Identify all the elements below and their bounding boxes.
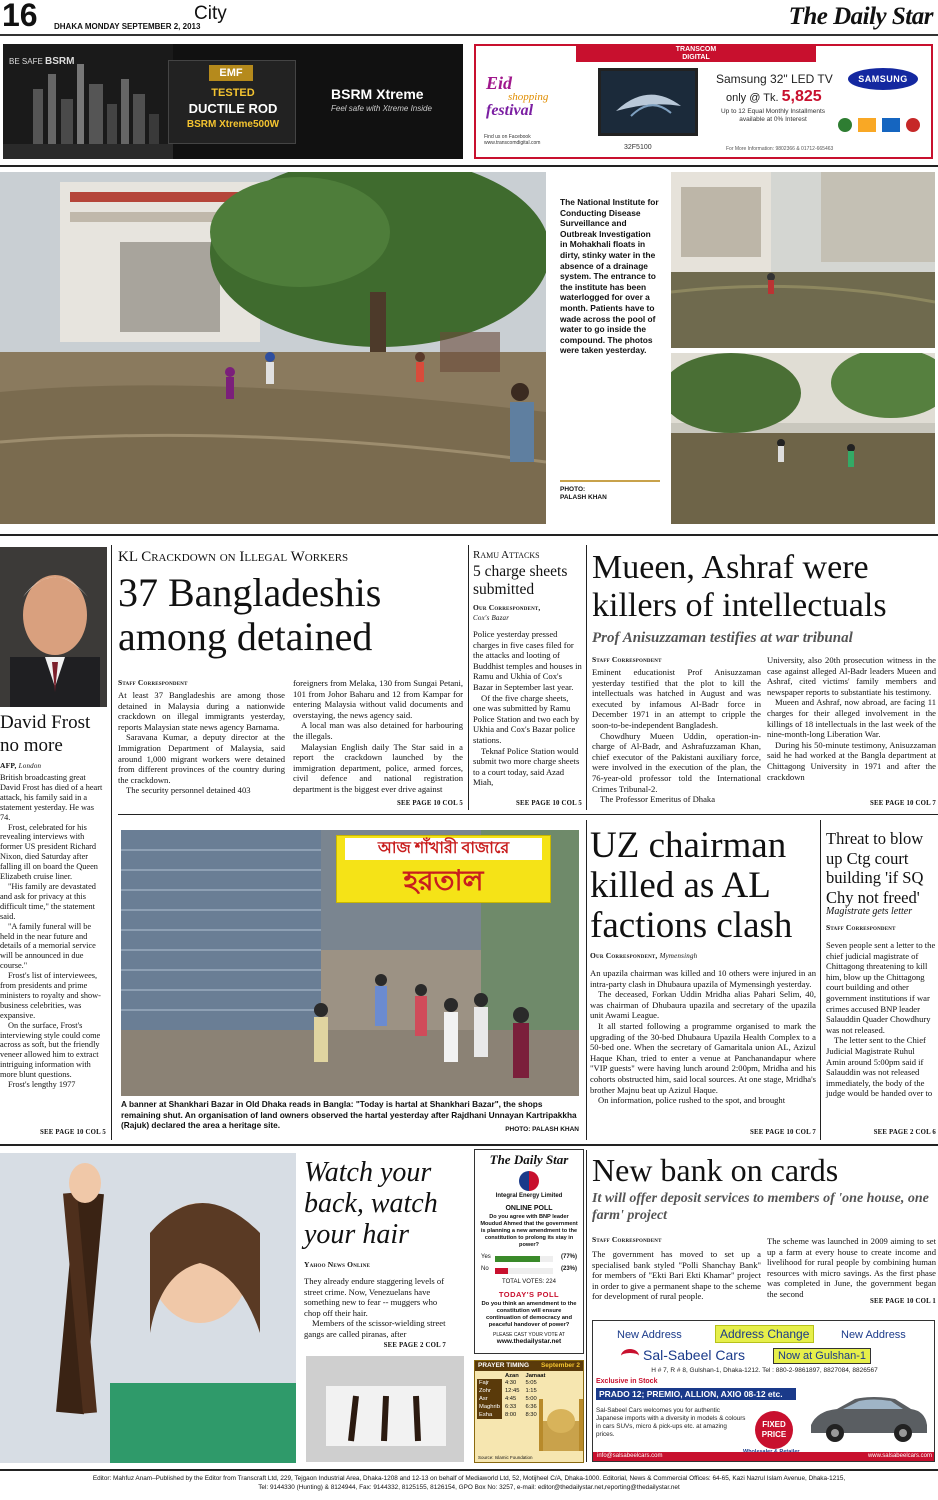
todays-poll-title: TODAY'S POLL	[498, 1290, 560, 1299]
frost-see-page[interactable]: SEE PAGE 10 COL 5	[40, 1129, 106, 1136]
salsabeel-email[interactable]: info@salsabeelcars.com	[597, 1453, 663, 1459]
bank-logo-icon	[906, 118, 920, 132]
bsrm-slogan: Feel safe with Xtreme Inside	[331, 104, 432, 113]
now-at-gulshan: Now at Gulshan-1	[773, 1348, 871, 1364]
bank-col1: The government has moved to set up a specialised bank styled "Polli Shanchay Bank" for members of "Ekti Bari Ekti Khamar" project in order to give a permanent shape to the scheme for development of rural people.	[592, 1249, 761, 1302]
tv-image	[598, 68, 698, 136]
bank-logo-icon	[882, 118, 900, 132]
prayer-row: Maghrib 6:33 6:36	[479, 1404, 537, 1410]
imprint-footer: Editor: Mahfuz Anam–Published by the Editor from Transcraft Ltd, 229, Tejgaon Industrial Area, Dhaka-1208 and 12-13 on behalf of Mediaworld Ltd, 52, Motijheel C/A, Dhaka-1000. Editorial, News & Commercial Offices: 64-65, Kazi Nazrul Islam Avenue, Dhaka-1215, Tel: 9144330 (Hunting) & 8124944, Fax: 9144332, 8125155, 8126154, GPO Box No: 3257, e-mail: editor@thedailystar.net,reporting@thedailystar.net	[92, 1475, 846, 1491]
prayer-row: Zohr 12:45 1:15	[479, 1388, 537, 1394]
hair-body: They already endure staggering levels of street crime. Now, Venezuelans have something new to fear -- muggers who chop off their hair. Members of the scissor-wielding street gangs are called piranas, after	[304, 1276, 446, 1339]
emf-badge: EMF	[209, 65, 253, 81]
frost-body: British broadcasting great David Frost has died of a heart attack, his family said in a statement yesterday. He was 74. Frost, celebrated for his revealing interviews with former US president Richard Nixon, died Saturday after falling ill on board the Queen Elizabeth cruise liner. "His family are devastated and ask for privacy at this difficult time," the statement said. "A family funeral will be held in the near future and details of a memorial service will be announced in due course." Frost's list of interviewees, from presidents and prime ministers to royalty and show-business celebrities, was expansive. On the surface, Frost's interviewing style could come across as soft, but the friendly veneer allowed him to extract intriguing information with more blunt questions. Frost's lengthy 1977	[0, 773, 103, 1090]
page-header	[0, 0, 938, 34]
ramu-headline: 5 charge sheets submitted	[473, 563, 568, 598]
facebook-link[interactable]: Find us on Facebook www.transcomdigital.com	[484, 134, 541, 146]
eid-festival-logo: Eid shopping festival	[486, 73, 549, 119]
bank-logo-icon	[858, 118, 876, 132]
hartal-caption: A banner at Shankhari Bazar in Old Dhaka reads in Bangla: "Today is hartal at Shankhari Bazar", the shops remaining shut. An organisation of land owners observed the hartal yesterday after Rajdhani Unnayan Kartripakkha (Rajuk) declared the area a heritage site.	[121, 1099, 577, 1131]
page-number: 16	[2, 0, 38, 33]
hair-byline: Yahoo News Online	[304, 1260, 371, 1269]
kl-byline: Staff Correspondent	[118, 678, 188, 687]
kl-col1: At least 37 Bangladeshis are among those detained in Malaysia during a nationwide crackdown on illegal immigrants yesterday, reports Malaysian state news agency Barnama. Saravana Kumar, a deputy director at the Immigration Department of Malaysia, said around 1,000 migrant workers were detained from different provinces of the country during the crackdown. The security personnel detained 403	[118, 690, 285, 796]
poll-url[interactable]: www.thedailystar.net	[496, 1338, 562, 1345]
fixed-price-badge: FIXED PRICE	[755, 1411, 793, 1449]
bank-logos	[838, 116, 928, 138]
tested-label: TESTED	[211, 87, 255, 99]
bank-headline: New bank on cards	[592, 1152, 839, 1188]
flood-scene-illustration	[0, 172, 546, 524]
poll-no-bar	[495, 1268, 508, 1274]
salsabeel-contact-bar	[593, 1452, 935, 1461]
hair-inset-illustration	[306, 1356, 464, 1462]
poll-yes-bar-track	[495, 1256, 553, 1262]
ramu-byline: Our Correspondent, Cox's Bazar	[473, 603, 541, 622]
salsabeel-web[interactable]: www.salsabeelcars.com	[867, 1453, 932, 1459]
hair-photo-inset	[306, 1356, 464, 1462]
flood-photo-main	[0, 172, 546, 524]
online-poll	[474, 1149, 584, 1354]
mueen-subhead: Prof Anisuzzaman testifies at war tribunal	[592, 630, 853, 646]
poll-masthead: The Daily Star	[489, 1152, 569, 1167]
ramu-kicker: Ramu Attacks	[473, 549, 540, 561]
threat-body: Seven people sent a letter to the chief judicial magistrate of Chittagong threatening to kill him, blow up the Chittagong court building and other government institutions if war crimes accused BNP leader Salauddin Quader Chowdhury was not released. The letter sent to the Chief Judicial Magistrate Ruhul Amin around 5:00pm said if Salauddin was not released immediately, the body of the judge would be handed over to	[826, 940, 936, 1099]
salsabeel-ad[interactable]	[592, 1320, 935, 1462]
hair-see-page[interactable]: SEE PAGE 2 COL 7	[383, 1342, 446, 1349]
flood-photo-credit: PHOTO: PALASH KHAN	[560, 486, 607, 501]
product-label: BSRM Xtreme500W	[186, 119, 280, 130]
hartal-photo	[121, 830, 579, 1096]
mueen-headline: Mueen, Ashraf were killers of intellectuals	[592, 549, 887, 624]
prayer-row: Asr 4:45 5:00	[479, 1396, 537, 1402]
hartal-credit: PHOTO: PALASH KHAN	[505, 1126, 579, 1133]
bsrm-brand: BSRM Xtreme	[331, 86, 424, 102]
bank-byline: Staff Correspondent	[592, 1235, 662, 1244]
kl-headline: 37 Bangladeshis among detained	[118, 570, 382, 659]
flood-caption: The National Institute for Conducting Disease Surveillance and Outbreak Investigation in Mohakhali floats in dirty, stinky water in the absence of a drainage system. The entrance to the institute has been waterlogged for over a month. Patients have to wade across the pool of water to go inside the compound. The photos were taken yesterday.	[560, 197, 659, 356]
hartal-banner: আজ শাঁখারী বাজারে হরতাল	[336, 835, 551, 903]
frost-headline: David Frost no more	[0, 712, 91, 756]
prayer-table: Azan Jamaat Fajr 4:30 5:05 Zohr 12:45 1:15 Asr 4:45 5:00 Maghrib 6:33 6:36 Esha 8:00 8:30	[477, 1373, 548, 1419]
tv-screen-graphic	[601, 71, 695, 133]
bsrm-tagline: BE SAFE BSRM	[9, 56, 75, 67]
section-name: City	[194, 3, 227, 24]
frost-photo	[0, 547, 107, 707]
uz-see-page[interactable]: SEE PAGE 10 COL 7	[750, 1129, 816, 1136]
exclusive-stock: Exclusive in Stock	[596, 1378, 658, 1385]
address-change: Address Change	[715, 1325, 814, 1343]
prayer-timing	[474, 1360, 584, 1463]
prayer-header: PRAYER TIMING September 2	[475, 1361, 583, 1371]
flood-scene-illustration	[671, 353, 935, 524]
bsrm-ad[interactable]	[3, 44, 463, 159]
kl-see-page[interactable]: SEE PAGE 10 COL 5	[397, 800, 463, 807]
ramu-body: Police yesterday pressed charges in five cases filed for the attacks and looting of Buddhist temples and houses in Ramu and Ukhia of Cox's Bazar in September last year. Of the five charge sheets, one was submitted by Ramu Police Station and two each by Ukhia and Cox's Bazar police stations. Teknaf Police Station would submit two more charge sheets to a court today, said Azad Miah,	[473, 629, 582, 788]
poll-yes-bar	[495, 1256, 540, 1262]
new-address-right: New Address	[841, 1329, 906, 1341]
mueen-byline: Staff Correspondent	[592, 655, 662, 664]
poll-cast: PLEASE CAST YOUR VOTE AT	[493, 1332, 565, 1338]
kl-kicker: KL Crackdown on Illegal Workers	[118, 549, 349, 565]
transcom-bar: TRANSCOM DIGITAL	[576, 46, 816, 62]
poll-title: ONLINE POLL	[505, 1205, 553, 1212]
prayer-source: Source: Islamic Foundation	[478, 1455, 533, 1460]
tv-price: only @ Tk. 5,825	[726, 88, 822, 105]
prayer-row: Fajr 4:30 5:05	[479, 1380, 537, 1386]
threat-headline: Threat to blow up Ctg court building 'if SQ Chy not freed'	[826, 829, 924, 907]
prayer-row: Esha 8:00 8:30	[479, 1412, 537, 1418]
poll-sponsor: Integral Energy Limited	[495, 1193, 563, 1199]
mueen-see-page[interactable]: SEE PAGE 10 COL 7	[870, 800, 936, 807]
kl-col2: foreigners from Melaka, 130 from Sungai Petani, 101 from Johor Baharu and 12 from Kampar for entering Malaysia without valid documents and overstaying, the news agency said. A local man was also detained for harbouring the illegals. Malaysian English daily The Star said in a report the crackdown launched by the immigration department, police, armed forces, civil defence and national registration department is the biggest ever drive against	[293, 678, 463, 794]
hair-photo	[0, 1153, 296, 1463]
poll-total: TOTAL VOTES: 224	[502, 1279, 556, 1285]
hair-illustration	[0, 1153, 296, 1463]
energy-logo-icon	[519, 1171, 539, 1191]
salsabeel-logo-icon	[621, 1349, 639, 1363]
rod-label: DUCTILE ROD	[188, 101, 278, 116]
ramu-see-page[interactable]: SEE PAGE 10 COL 5	[516, 800, 582, 807]
samsung-ad[interactable]	[474, 44, 933, 159]
uz-byline: Our Correspondent, Mymensingh	[590, 951, 698, 960]
tv-installment: Up to 12 Equal Monthly Installments available at 0% Interest	[720, 108, 826, 123]
salsabeel-brand: Sal-Sabeel Cars	[643, 1347, 745, 1363]
dateline: DHAKA MONDAY SEPTEMBER 2, 2013	[54, 22, 201, 31]
frost-byline: AFP, London	[0, 761, 42, 770]
poll-no-bar-track	[495, 1268, 553, 1274]
new-address-left: New Address	[617, 1329, 682, 1341]
bsrm-product-panel	[168, 60, 296, 144]
poll-no-row: No (23%)	[481, 1266, 577, 1272]
car-illustration	[803, 1381, 933, 1451]
salsabeel-welcome: Sal-Sabeel Cars welcomes you for authentic Japanese imports with a diversity in models & colours in cars SUVs, micro & pick-ups etc. at amazing prices.	[596, 1407, 746, 1438]
portrait-illustration	[0, 547, 107, 707]
tv-product-name: Samsung 32" LED TV	[716, 72, 833, 86]
poll-question: Do you agree with BNP leader Moudud Ahmed that the government is planning a new amendment to the constitution to prolong its stay in power?	[480, 1214, 578, 1248]
samsung-logo: SAMSUNG	[848, 68, 918, 90]
uz-body: An upazila chairman was killed and 10 others were injured in an intra-party clash in Dhubaura upazila of Mymensingh yesterday. The deceased, Forkan Uddin Mridha alias Pahari Selim, 40, was chairman of Dhubaura upazila and secretary of the upazila unit Awami League. It all started following a programme organised to mark the upgrading of the 30-bed Dhubaura Upazila Health Complex to a 50-bed one. When the secretary of Gamaritala union AL, Azizul Haque Khan, tried to enter a venue at Panchanandapur where "VIP guests" were having lunch around 2:00pm, Mridha and his cohorts obstructed him, said local sources. At one stage, Mridha's brother Majnu beat up Azizul Haque. On information, police rushed to the spot, and brought	[590, 968, 816, 1106]
threat-see-page[interactable]: SEE PAGE 2 COL 6	[873, 1129, 936, 1136]
flood-photo-top-right	[671, 172, 935, 348]
poll-yes-row: Yes (77%)	[481, 1254, 577, 1260]
bank-see-page[interactable]: SEE PAGE 10 COL 1	[870, 1298, 936, 1305]
mueen-col1: Eminent educationist Prof Anisuzzaman yesterday testified that the plot to kill the intellectuals was hatched in August and was executed by infamous Al-Badr force in December 1971 in an attempt to cripple the soon-to-be-independent Bangladesh. Chowdhury Mueen Uddin, operation-in-charge of Al-Badr, and Ashrafuzzaman Khan, chief executor of the Pakistani auxiliary force, were involved in the execution of the plan, the 76-year-old professor told the International Crimes Tribunal-2. The Professor Emeritus of Dhaka	[592, 667, 761, 805]
stock-models: PRADO 12; PREMIO, ALLION, AXIO 08-12 etc.	[596, 1388, 796, 1400]
flood-scene-illustration	[671, 172, 935, 348]
flood-photo-bottom-right	[671, 353, 935, 524]
tv-model: 32F5100	[624, 144, 652, 151]
more-info: For More Information: 9802366 & 01712-665463	[726, 146, 834, 152]
masthead: The Daily Star	[788, 3, 933, 30]
bank-subhead: It will offer deposit services to members of 'one house, one farm' project	[592, 1191, 929, 1223]
bank-logo-icon	[838, 118, 852, 132]
uz-headline: UZ chairman killed as AL factions clash	[590, 825, 793, 946]
mueen-col2: University, also 20th prosecution witness in the case against alleged Al-Badr leaders Mueen and Ashraf, cited victims' family members and newspaper reports to substantiate his testimony. Mueen and Ashraf, now abroad, are facing 11 charges for their alleged involvement in the killings of 18 intellectuals in the last week of the nine-month-long Liberation War. During his 50-minute testimony, Anisuzzaman said he had worked at the Bangla department at Chittagong University in 1971 and after the crackdown	[767, 655, 936, 782]
bank-col2: The scheme was launched in 2009 aiming to set up a farm at every house to create income and livelihood for rural people by combining human resources with micro savings. As the first phase was completed in June, the government began the second	[767, 1236, 936, 1299]
salsabeel-address: H # 7, R # 8, Gulshan-1, Dhaka-1212. Tel : 880-2-9861897, 8827084, 8826567	[651, 1367, 878, 1374]
todays-poll-question: Do you think an amendment to the constitution will ensure continuation of democracy and peaceful handover of power?	[481, 1301, 577, 1328]
threat-subhead: Magistrate gets letter	[826, 906, 913, 917]
threat-byline: Staff Correspondent	[826, 923, 896, 932]
hair-headline: Watch your back, watch your hair	[304, 1157, 438, 1250]
